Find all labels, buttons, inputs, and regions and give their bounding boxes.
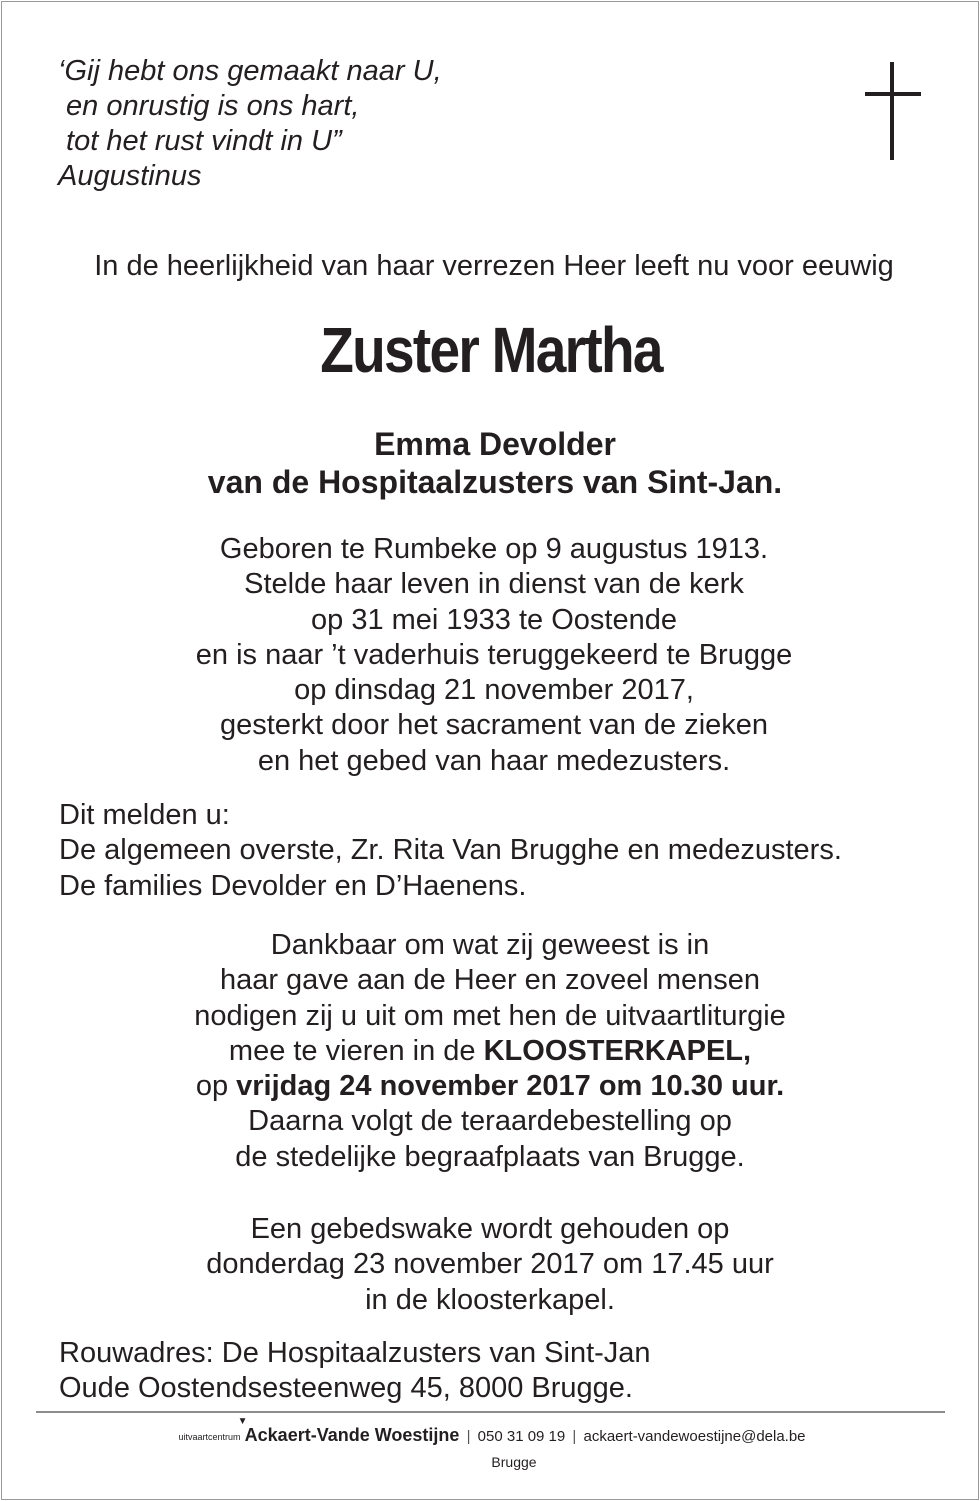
bio-line: Geboren te Rumbeke op 9 augustus 1913. xyxy=(219,533,769,565)
quote-line: tot het rust vindt in U” xyxy=(58,125,342,157)
vigil-line: Een gebedswake wordt gehouden op xyxy=(250,1213,730,1245)
mourning-address xyxy=(59,1336,651,1407)
quote-line: en onrustig is ons hart, xyxy=(58,90,360,122)
triangle-mark-icon: ▼ xyxy=(237,1416,248,1427)
bio-line: en is naar ’t vaderhuis teruggekeerd te Brugge xyxy=(195,638,793,671)
funeral-home-name-text: Ackaert-Vande Woestijne xyxy=(244,1425,460,1445)
funeral-line: haar gave aan de Heer en zoveel mensen xyxy=(219,964,761,997)
funeral-line: nodigen zij u uit om met hen de uitvaartliturgie xyxy=(194,999,786,1032)
address-line: Oude Oostendsesteenweg 45, 8000 Brugge. xyxy=(59,1372,633,1405)
civil-name-block xyxy=(0,425,980,501)
funeral-home-footer xyxy=(0,1416,980,1448)
footer-email: ackaert-vandewoestijne@dela.be xyxy=(583,1428,806,1445)
civil-name: Emma Devolder xyxy=(374,426,616,462)
vigil-line: donderdag 23 november 2017 om 17.45 uur xyxy=(206,1248,774,1281)
funeral-datetime: vrijdag 24 november 2017 om 10.30 uur. xyxy=(236,1070,785,1103)
funeral-line-text: mee te vieren in de xyxy=(228,1034,484,1067)
bio-line: op dinsdag 21 november 2017, xyxy=(294,674,694,707)
bio-line: gesterkt door het sacrament van de zieken xyxy=(219,709,769,742)
congregation: van de Hospitaalzusters van Sint-Jan. xyxy=(207,464,783,500)
footer-separator: | xyxy=(572,1428,577,1445)
announcers xyxy=(59,798,842,904)
footer-separator: | xyxy=(466,1428,471,1445)
address-line: Rouwadres: De Hospitaalzusters van Sint-Jan xyxy=(59,1337,651,1369)
funeral-line: Dankbaar om wat zij geweest is in xyxy=(270,929,710,961)
bio-line: en het gebed van haar medezusters. xyxy=(257,744,731,777)
funeral-line xyxy=(0,1069,980,1104)
latin-cross-icon xyxy=(865,62,921,160)
announcer-line: De algemeen overste, Zr. Rita Van Brugghe en medezusters. xyxy=(59,834,842,867)
funeral-line-text: op xyxy=(195,1070,237,1103)
deceased-name: Zuster Martha xyxy=(320,314,662,386)
announcer-line: Dit melden u: xyxy=(59,799,230,831)
footer-prefix: uitvaartcentrum xyxy=(178,1432,241,1442)
funeral-details xyxy=(0,928,980,1175)
funeral-home-name xyxy=(237,1416,460,1445)
quote-author: Augustinus xyxy=(58,160,202,192)
footer-phone: 050 31 09 19 xyxy=(477,1428,566,1445)
footer-divider xyxy=(36,1411,945,1413)
biography xyxy=(0,532,980,779)
footer-city: Brugge xyxy=(491,1454,537,1470)
vigil-details xyxy=(0,1212,980,1318)
bio-line: op 31 mei 1933 te Oostende xyxy=(311,603,677,636)
quote-block xyxy=(58,54,442,194)
intro-text: In de heerlijkheid van haar verrezen Heer leeft nu voor eeuwig xyxy=(94,250,894,282)
bio-line: Stelde haar leven in dienst van de kerk xyxy=(244,568,744,601)
funeral-line: de stedelijke begraafplaats van Brugge. xyxy=(235,1140,745,1173)
quote-line: ‘Gij hebt ons gemaakt naar U, xyxy=(58,55,442,87)
funeral-line xyxy=(0,1034,980,1069)
vigil-line: in de kloosterkapel. xyxy=(365,1283,615,1316)
funeral-line: Daarna volgt de teraardebestelling op xyxy=(248,1105,732,1138)
funeral-location: KLOOSTERKAPEL, xyxy=(483,1034,752,1067)
announcer-line: De families Devolder en D’Haenens. xyxy=(59,869,527,902)
